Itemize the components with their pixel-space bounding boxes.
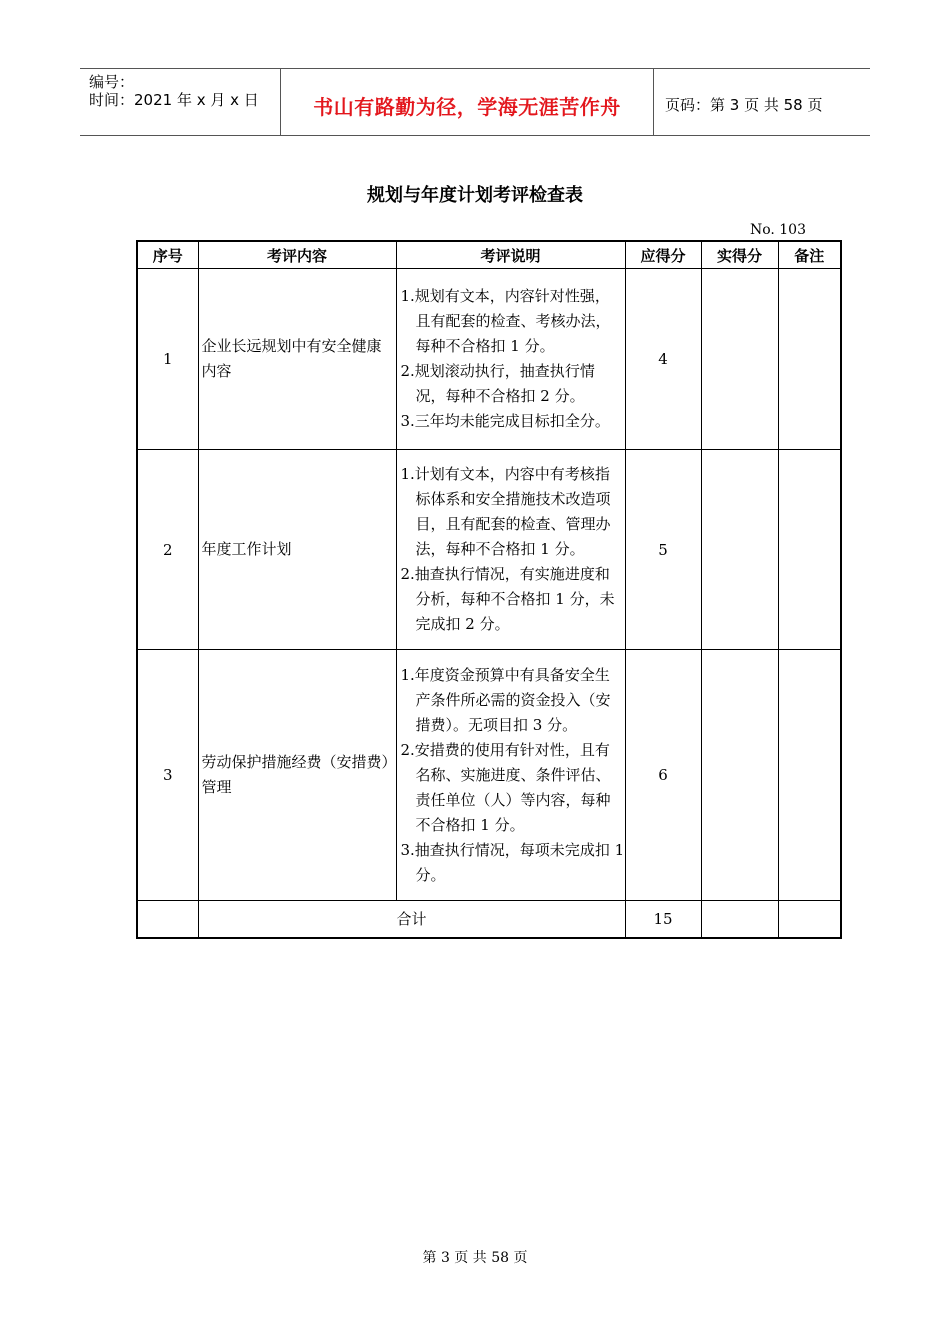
header-page-cell	[654, 69, 870, 135]
row-score: 4	[625, 269, 701, 450]
row-description	[396, 650, 625, 901]
row-remark	[778, 450, 841, 650]
description-item: 1.计划有文本，内容中有考核指标体系和安全措施技术改造项目，且有配套的检查、管理办法，每种不合格扣 1 分。	[400, 465, 611, 558]
total-score: 15	[625, 901, 701, 938]
total-row	[137, 901, 841, 938]
header-actual: 实得分	[701, 241, 778, 269]
row-score: 6	[625, 650, 701, 901]
row-description	[396, 450, 625, 650]
time-label: 时间：2021 年 x 月 x 日	[89, 91, 259, 109]
header-content: 考评内容	[198, 241, 396, 269]
total-label: 合计	[198, 901, 625, 938]
header-remark: 备注	[778, 241, 841, 269]
evaluation-table	[136, 240, 842, 939]
page-footer: 第 3 页 共 58 页	[422, 1250, 528, 1266]
header-score: 应得分	[625, 241, 701, 269]
row-content: 年度工作计划	[198, 450, 396, 650]
row-actual	[701, 450, 778, 650]
header-description: 考评说明	[396, 241, 625, 269]
slogan: 书山有路勤为径，学海无涯苦作舟	[313, 95, 621, 119]
header-meta-cell	[80, 69, 281, 135]
total-remark	[778, 901, 841, 938]
row-seq: 3	[137, 650, 198, 901]
row-score: 5	[625, 450, 701, 650]
row-actual	[701, 650, 778, 901]
row-content: 企业长远规划中有安全健康内容	[198, 269, 396, 450]
header-slogan-cell	[281, 69, 654, 135]
total-actual	[701, 901, 778, 938]
row-content: 劳动保护措施经费（安措费）管理	[198, 650, 396, 901]
document-title: 规划与年度计划考评检查表	[367, 185, 583, 206]
description-item: 2.安措费的使用有针对性，且有名称、实施进度、条件评估、责任单位（人）等内容，每种不合格扣 1 分。	[400, 740, 611, 834]
total-blank	[137, 901, 198, 938]
table-header-row	[137, 241, 841, 269]
row-remark	[778, 650, 841, 901]
row-seq: 2	[137, 450, 198, 650]
description-item: 1.规划有文本，内容针对性强，且有配套的检查、考核办法，每种不合格扣 1 分。	[400, 287, 611, 355]
description-item: 1.年度资金预算中有具备安全生产条件所必需的资金投入（安措费）。无项目扣 3 分。	[400, 665, 611, 734]
table-row	[137, 650, 841, 901]
document-number: No. 103	[749, 222, 806, 238]
table-row	[137, 450, 841, 650]
page-header	[80, 68, 870, 136]
description-item: 3.抽查执行情况，每项未完成扣 1 分。	[400, 840, 625, 884]
description-item: 2.抽查执行情况，有实施进度和分析，每种不合格扣 1 分，未完成扣 2 分。	[400, 565, 615, 633]
row-remark	[778, 269, 841, 450]
row-seq: 1	[137, 269, 198, 450]
header-seq: 序号	[137, 241, 198, 269]
table-row	[137, 269, 841, 450]
number-label: 编号：	[89, 73, 135, 91]
row-description	[396, 269, 625, 450]
description-item: 2.规划滚动执行，抽查执行情况，每种不合格扣 2 分。	[400, 362, 595, 405]
page-label: 页码：第 3 页 共 58 页	[665, 96, 823, 114]
row-actual	[701, 269, 778, 450]
description-item: 3.三年均未能完成目标扣全分。	[400, 412, 610, 430]
